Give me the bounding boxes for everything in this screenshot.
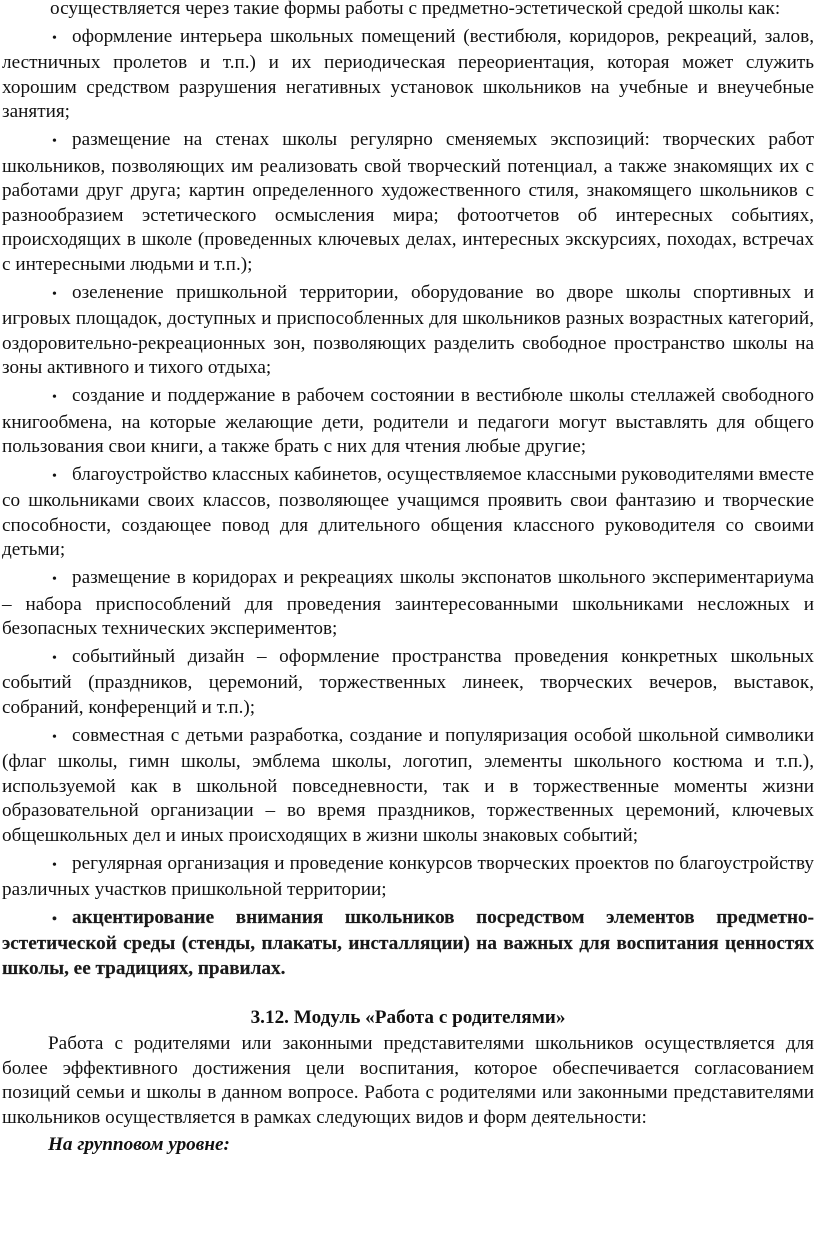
bullet-icon: • (52, 389, 57, 405)
intro-text: осуществляется через такие формы работы с предметно-эстетической средой школы как: (50, 0, 781, 19)
list-item (2, 463, 814, 563)
bullet-icon: • (52, 911, 57, 927)
list-item (2, 852, 814, 903)
list-item-text: благоустройство классных кабинетов, осуществляемое классными руководителями вместе со школьниками своих классов, позволяющее учащимся проявить свои фантазию и творческие способности, создающее повод для длительного общения классного руководителя со своими детьми; (2, 463, 814, 561)
list-item (2, 25, 814, 125)
list-item-text: размещение в коридорах и рекреациях школы экспонатов школьного экспериментариума – набора приспособлений для проведения заинтересованными школьниками несложных и безопасных технических экспериментов; (2, 567, 814, 640)
list-item (2, 906, 814, 982)
section-heading: 3.12. Модуль «Работа с родителями» (250, 1006, 566, 1028)
list-item (2, 384, 814, 460)
list-item-text: создание и поддержание в рабочем состоянии в вестибюле школы стеллажей свободного книгообмена, на которые желающие дети, родители и педагоги могут выставлять для общего пользования свои книги, а также брать с них для чтения любые другие; (2, 384, 814, 458)
list-item-text: размещение на стенах школы регулярно сменяемых экспозиций: творческих работ школьников, позволяющих им реализовать свой творческий потенциал, а также знакомящих их с работами друг друга; картин определенного художественного стиля, знакомящего школьников с разнообразием эстетического осмысления мира; фотоотчетов об интересных событиях, происходящих в школе (проведенных ключевых делах, интересных экскурсиях, походах, встречах с интересными людьми и т.п.); (2, 128, 814, 275)
bullet-list (2, 25, 814, 982)
list-item-text: озеленение пришкольной территории, оборудование во дворе школы спортивных и игровых площадок, доступных и приспособленных для школьников разных возрастных категорий, оздоровительно-рекреационных зон, позволяющих разделить свободное пространство школы на зоны активного и тихого отдыха; (2, 281, 814, 379)
bullet-icon: • (52, 650, 57, 666)
list-item-text: совместная с детьми разработка, создание и популяризация особой школьной символики (флаг школы, гимн школы, эмблема школы, логотип, элементы школьного костюма и т.п.), используемой как в школьной повседневности, так и в торжественные моменты жизни образовательной организации – во время праздников, торжественных церемоний, ключевых общешкольных дел и иных происходящих в жизни школы знаковых событий; (2, 724, 814, 846)
list-item (2, 128, 814, 278)
list-item-text: оформление интерьера школьных помещений (вестибюля, коридоров, рекреаций, залов, лестничных пролетов и т.п.) и их периодическая переориентация, которая может служить хорошим средством разрушения негативных установок школьников на учебные и внеучебные занятия; (2, 25, 814, 123)
bullet-icon: • (52, 133, 57, 149)
list-item-text: акцентирование внимания школьников посредством элементов предметно-эстетической среды (стенды, плакаты, инсталляции) на важных для воспитания ценностях школы, ее традициях, правилах. (2, 906, 814, 979)
section-paragraph: Работа с родителями или законными представителями школьников осуществляется для более эффективного достижения цели воспитания, которое обеспечивается согласованием позиций семьи и школы в данном вопросе. Работа с родителями или законными представителями школьников осуществляется в рамках следующих видов и форм деятельности: (2, 1033, 814, 1128)
bullet-icon: • (52, 468, 57, 484)
list-item (2, 724, 814, 849)
list-item (2, 566, 814, 642)
subheading: На групповом уровне: (48, 1133, 230, 1155)
list-item-text: событийный дизайн – оформление пространства проведения конкретных школьных событий (праздников, церемоний, торжественных линеек, творческих вечеров, выставок, собраний, конференций и т.п.); (2, 645, 814, 719)
bullet-icon: • (52, 729, 57, 745)
list-item (2, 645, 814, 721)
bullet-icon: • (52, 30, 57, 46)
list-item (2, 281, 814, 381)
bullet-icon: • (52, 857, 57, 873)
bullet-icon: • (52, 286, 57, 302)
bullet-icon: • (52, 572, 57, 588)
list-item-text: регулярная организация и проведение конкурсов творческих проектов по благоустройству различных участков пришкольной территории; (2, 852, 814, 901)
